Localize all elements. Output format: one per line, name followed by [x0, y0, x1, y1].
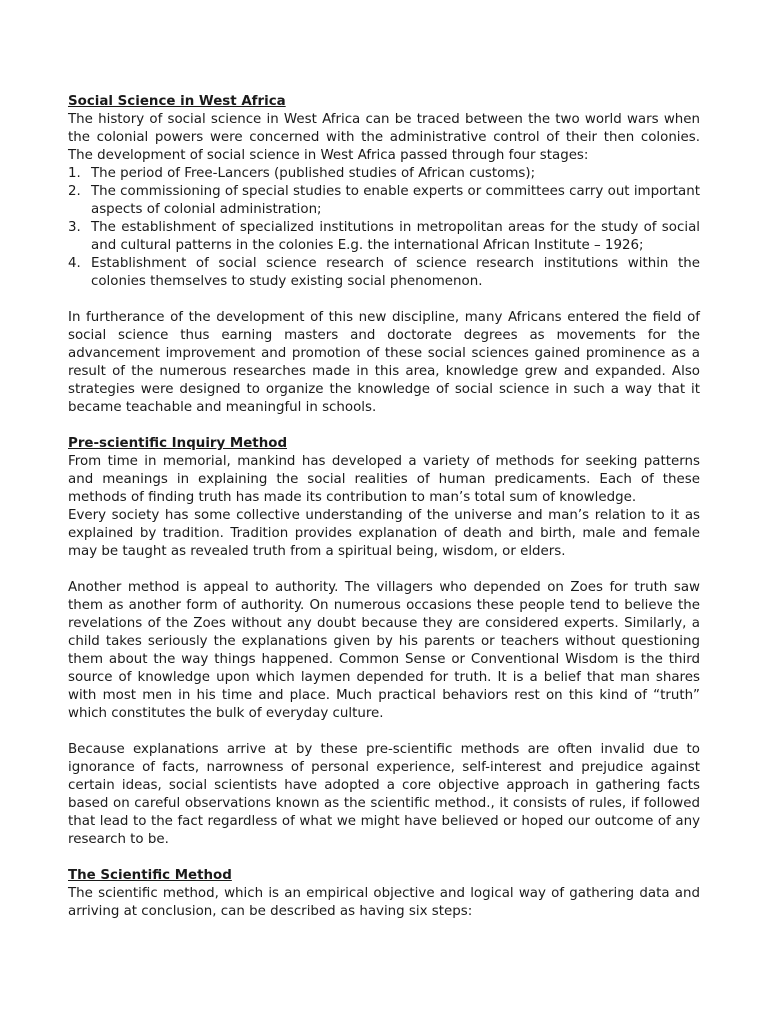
document-page [68, 93, 700, 921]
intro-paragraph: The history of social science in West Africa can be traced between the two world wars when the colonial powers were concerned with the administrative control of their then colonies. The development of social science in West Africa passed through four stages: [68, 112, 700, 163]
list-item [68, 219, 700, 255]
list-item [68, 255, 700, 291]
furtherance-paragraph: In furtherance of the development of this new discipline, many Africans entered the field of social science thus earning masters and doctorate degrees as movements for the advancement improvement and promotion of these social sciences gained prominence as a result of the numerous researches made in this area, knowledge grew and expanded. Also strategies were designed to organize the knowledge of social science in such a way that it became teachable and meaningful in schools. [68, 310, 700, 415]
section-heading-social-science: Social Science in West Africa [68, 94, 286, 109]
list-text: Establishment of social science research of science research institutions within the colonies themselves to study existing social phenomenon. [91, 256, 700, 289]
list-number: 1. [68, 166, 81, 181]
stages-list [68, 165, 700, 291]
body-paragraph: Another method is appeal to authority. The villagers who depended on Zoes for truth saw them as another form of authority. On numerous occasions these people tend to believe the revelations of the Zoes without any doubt because they are considered experts. Similarly, a child takes seriously the explanations given by his parents or teachers without questioning them about the way things happened. Common Sense or Conventional Wisdom is the third source of knowledge upon which laymen depended for truth. It is a belief that man shares with most men in his time and place. Much practical behaviors rest on this kind of “truth” which constitutes the bulk of everyday culture. [68, 580, 700, 721]
list-text: The establishment of specialized institutions in metropolitan areas for the study of social and cultural patterns in the colonies E.g. the international African Institute – 1926; [91, 220, 700, 253]
list-item [68, 165, 700, 183]
paragraph-gap [68, 291, 700, 309]
list-number: 4. [68, 256, 81, 271]
list-text: The commissioning of special studies to enable experts or committees carry out important aspects of colonial administration; [91, 184, 700, 217]
paragraph-gap [68, 417, 700, 435]
body-paragraph: From time in memorial, mankind has developed a variety of methods for seeking patterns and meanings in explaining the social realities of human predicaments. Each of these methods of finding truth has made its contribution to man’s total sum of knowledge. [68, 454, 700, 505]
body-paragraph: The scientific method, which is an empirical objective and logical way of gathering data and arriving at conclusion, can be described as having six steps: [68, 886, 700, 919]
paragraph-gap [68, 723, 700, 741]
section-heading-scientific-method: The Scientific Method [68, 868, 232, 883]
list-number: 3. [68, 220, 81, 235]
paragraph-gap [68, 561, 700, 579]
list-number: 2. [68, 184, 81, 199]
body-paragraph: Because explanations arrive at by these pre-scientific methods are often invalid due to ignorance of facts, narrowness of personal experience, self-interest and prejudice against certain ideas, social scientists have adopted a core objective approach in gathering facts based on careful observations known as the scientific method., it consists of rules, if followed that lead to the fact regardless of what we might have believed or hoped our outcome of any research to be. [68, 742, 700, 847]
paragraph-gap [68, 849, 700, 867]
list-text: The period of Free-Lancers (published studies of African customs); [91, 166, 536, 181]
list-item [68, 183, 700, 219]
body-paragraph: Every society has some collective understanding of the universe and man’s relation to it as explained by tradition. Tradition provides explanation of death and birth, male and female may be taught as revealed truth from a spiritual being, wisdom, or elders. [68, 508, 700, 559]
section-heading-pre-scientific: Pre-scientific Inquiry Method [68, 436, 288, 451]
